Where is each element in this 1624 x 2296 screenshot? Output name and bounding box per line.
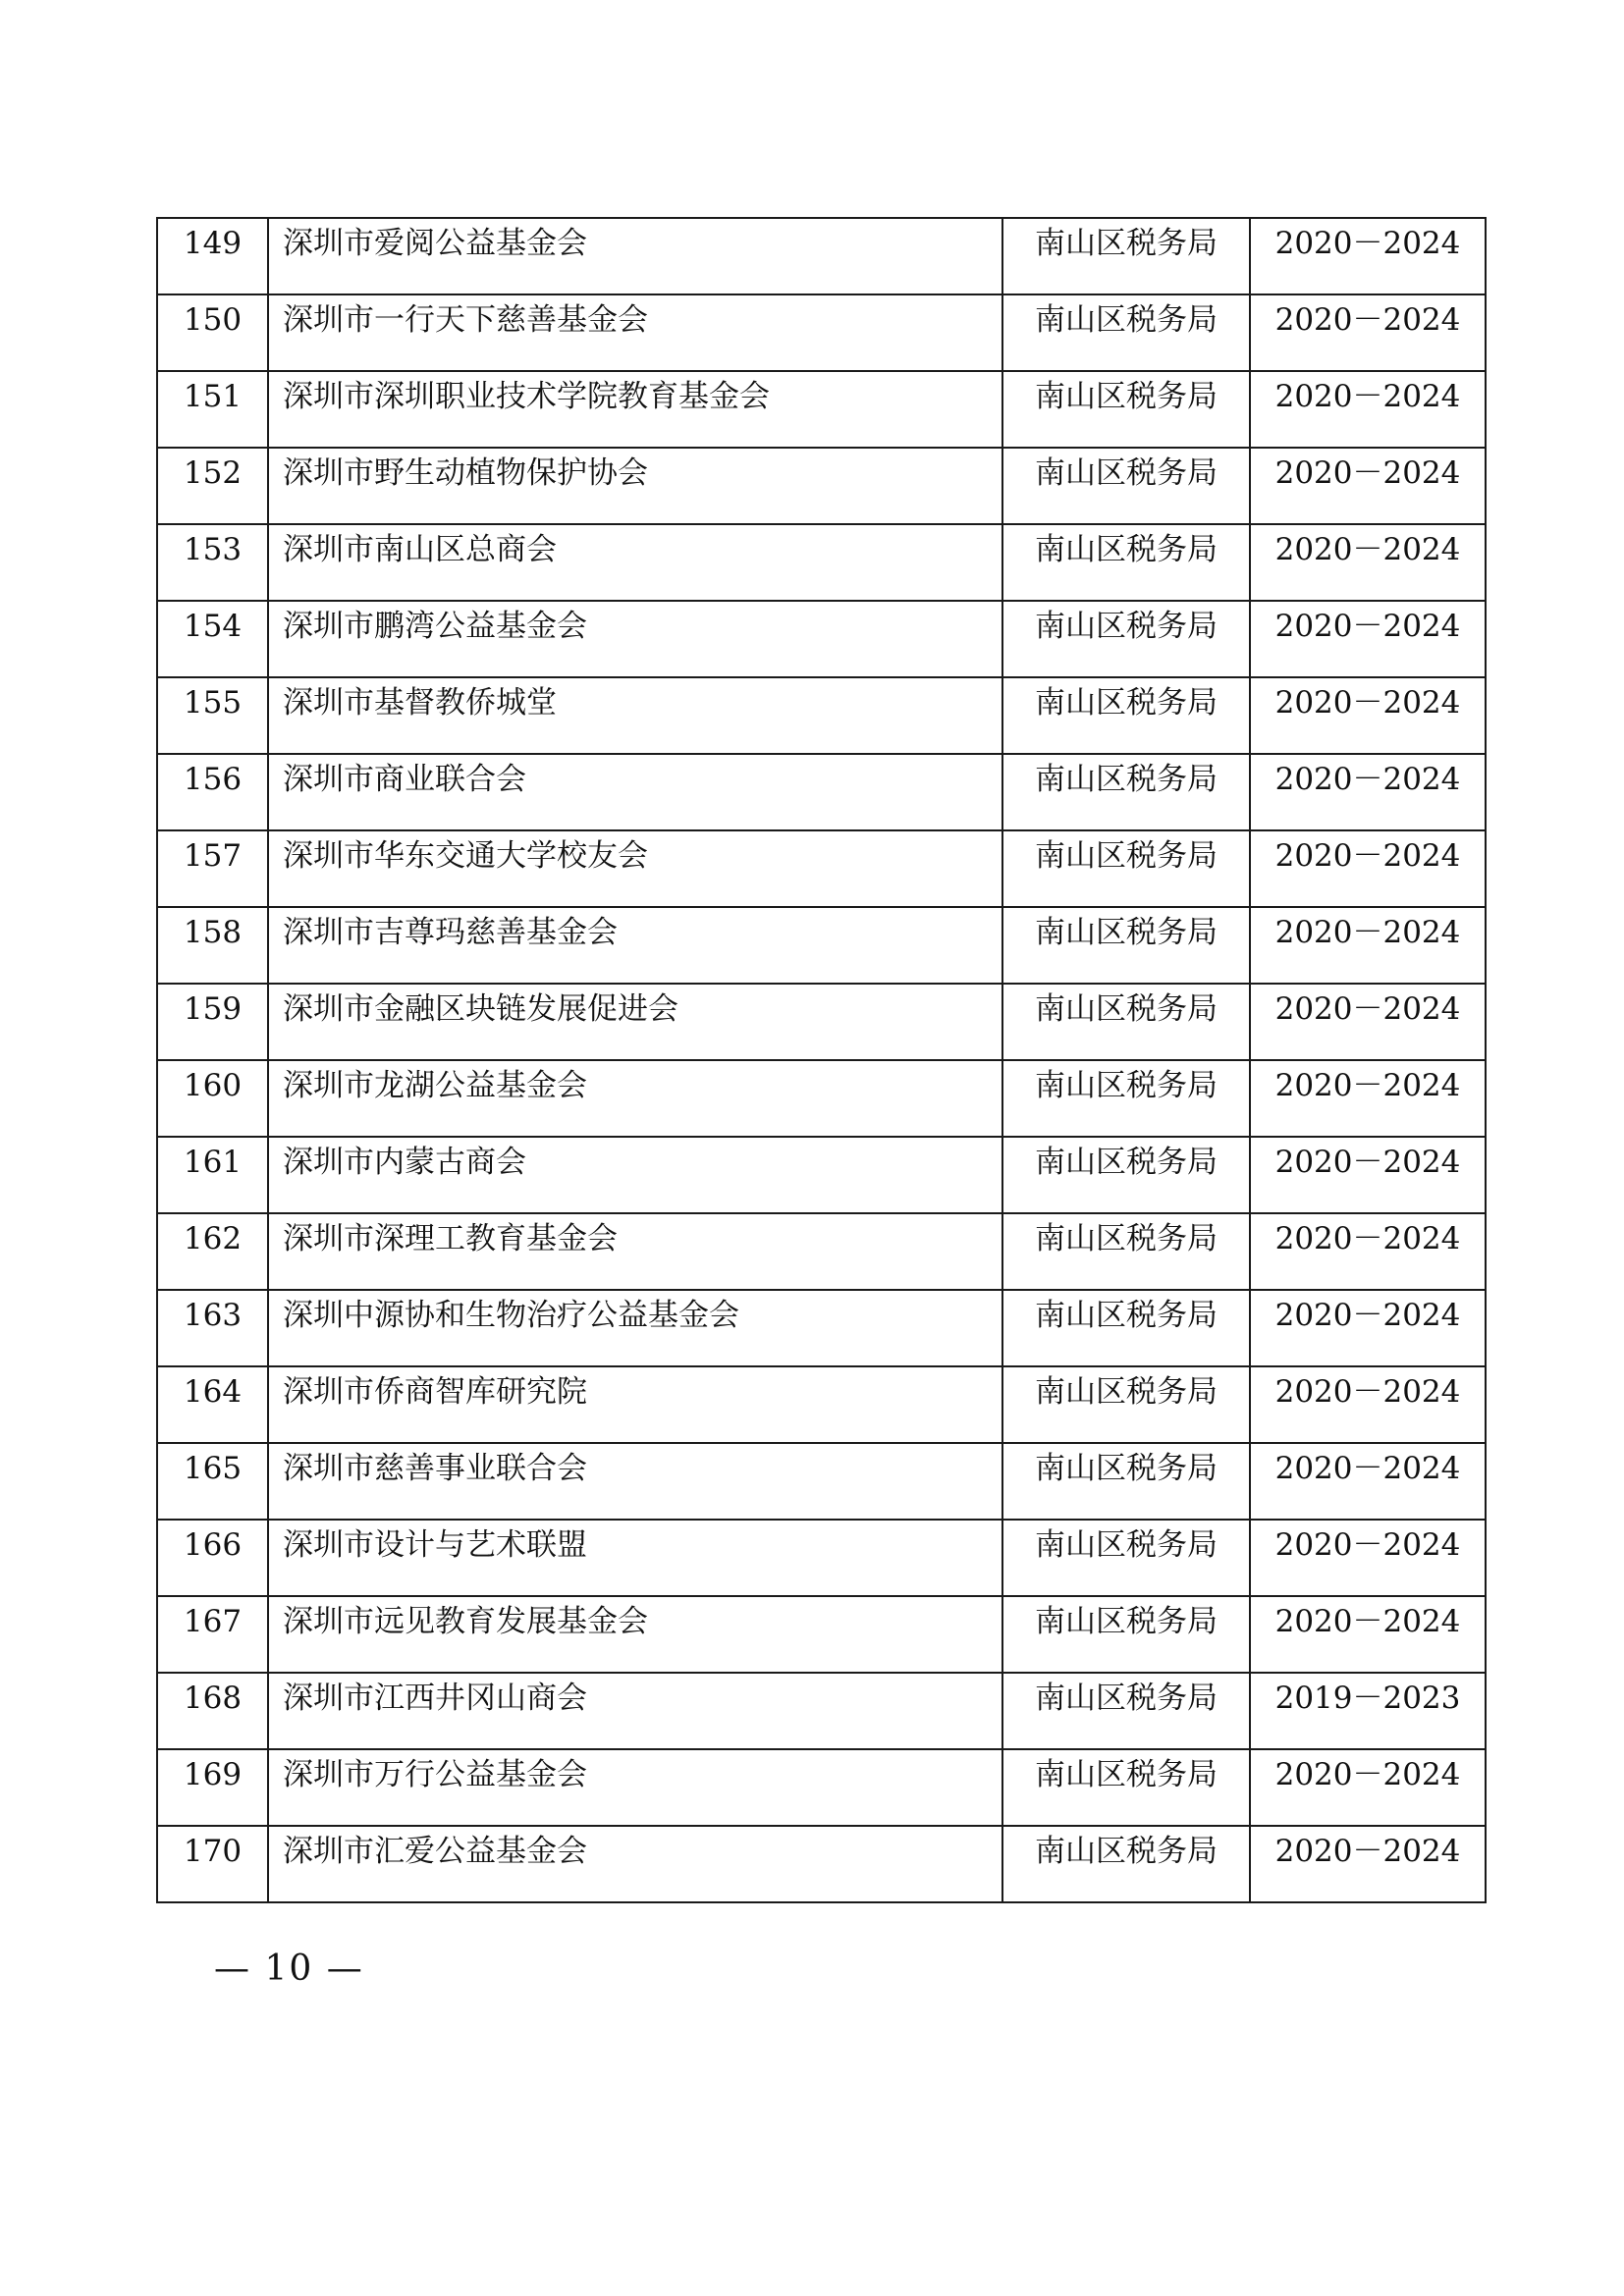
validity-years: 2019－2023 [1274, 1681, 1461, 1716]
tax-authority: 南山区税务局 [1035, 762, 1218, 797]
table-row [157, 1596, 1486, 1673]
row-number: 154 [183, 609, 243, 644]
validity-years-cell [1250, 1673, 1486, 1749]
validity-years-cell [1250, 1749, 1486, 1826]
organization-name-cell [268, 294, 1002, 371]
row-number: 162 [183, 1221, 243, 1256]
validity-years-cell [1250, 677, 1486, 754]
row-number-cell [157, 371, 268, 448]
row-number: 165 [183, 1451, 243, 1486]
row-number: 152 [183, 455, 243, 491]
row-number: 149 [183, 226, 243, 261]
table-row [157, 1060, 1486, 1137]
tax-authority: 南山区税务局 [1035, 609, 1218, 644]
organization-name: 深圳市设计与艺术联盟 [283, 1527, 587, 1563]
tax-authority: 南山区税务局 [1035, 915, 1218, 950]
validity-years-cell [1250, 754, 1486, 830]
tax-authority-cell [1002, 1366, 1250, 1443]
organization-name: 深圳市汇爱公益基金会 [283, 1834, 587, 1869]
organization-name: 深圳市深圳职业技术学院教育基金会 [283, 379, 770, 414]
row-number-cell [157, 218, 268, 294]
organization-name-cell [268, 601, 1002, 677]
row-number: 151 [183, 379, 243, 414]
row-number: 164 [183, 1374, 243, 1410]
validity-years-cell [1250, 524, 1486, 601]
validity-years: 2020－2024 [1274, 1145, 1461, 1180]
validity-years: 2020－2024 [1274, 1068, 1461, 1103]
organization-name-cell [268, 830, 1002, 907]
table-row [157, 1520, 1486, 1596]
validity-years: 2020－2024 [1274, 379, 1461, 414]
organization-name-cell [268, 984, 1002, 1060]
page-number: — 10 — [214, 1949, 364, 1989]
row-number: 168 [183, 1681, 243, 1716]
validity-years-cell [1250, 1137, 1486, 1213]
row-number-cell [157, 1673, 268, 1749]
validity-years: 2020－2024 [1274, 455, 1461, 491]
table-row [157, 1137, 1486, 1213]
organization-name: 深圳市万行公益基金会 [283, 1757, 587, 1792]
row-number: 160 [183, 1068, 243, 1103]
row-number-cell [157, 601, 268, 677]
row-number-cell [157, 907, 268, 984]
tax-authority: 南山区税务局 [1035, 532, 1218, 567]
tax-authority-cell [1002, 1520, 1250, 1596]
tax-authority: 南山区税务局 [1035, 1834, 1218, 1869]
validity-years-cell [1250, 1366, 1486, 1443]
tax-authority-cell [1002, 1290, 1250, 1366]
tax-authority-cell [1002, 677, 1250, 754]
row-number: 169 [183, 1757, 243, 1792]
tax-authority-cell [1002, 1673, 1250, 1749]
table-row [157, 1826, 1486, 1902]
organization-name: 深圳市华东交通大学校友会 [283, 838, 648, 874]
row-number-cell [157, 1366, 268, 1443]
validity-years: 2020－2024 [1274, 532, 1461, 567]
table-row [157, 1290, 1486, 1366]
organization-name-cell [268, 1060, 1002, 1137]
validity-years: 2020－2024 [1274, 609, 1461, 644]
organization-table [156, 217, 1487, 1903]
organization-name: 深圳市鹏湾公益基金会 [283, 609, 587, 644]
validity-years: 2020－2024 [1274, 302, 1461, 338]
validity-years: 2020－2024 [1274, 1221, 1461, 1256]
validity-years-cell [1250, 1290, 1486, 1366]
tax-authority: 南山区税务局 [1035, 1451, 1218, 1486]
organization-name-cell [268, 218, 1002, 294]
row-number-cell [157, 677, 268, 754]
table-row [157, 984, 1486, 1060]
row-number: 161 [183, 1145, 243, 1180]
tax-authority: 南山区税务局 [1035, 838, 1218, 874]
validity-years-cell [1250, 1060, 1486, 1137]
table-row [157, 1213, 1486, 1290]
tax-authority-cell [1002, 984, 1250, 1060]
tax-authority: 南山区税务局 [1035, 226, 1218, 261]
organization-name: 深圳市远见教育发展基金会 [283, 1604, 648, 1639]
tax-authority: 南山区税务局 [1035, 1145, 1218, 1180]
validity-years-cell [1250, 1596, 1486, 1673]
tax-authority-cell [1002, 1137, 1250, 1213]
validity-years: 2020－2024 [1274, 915, 1461, 950]
tax-authority-cell [1002, 754, 1250, 830]
table-row [157, 754, 1486, 830]
organization-name-cell [268, 1443, 1002, 1520]
organization-name-cell [268, 1290, 1002, 1366]
table-row [157, 371, 1486, 448]
organization-name: 深圳市金融区块链发展促进会 [283, 991, 678, 1027]
tax-authority: 南山区税务局 [1035, 1221, 1218, 1256]
tax-authority-cell [1002, 1443, 1250, 1520]
table-row [157, 907, 1486, 984]
row-number-cell [157, 1290, 268, 1366]
organization-name-cell [268, 371, 1002, 448]
row-number: 167 [183, 1604, 243, 1639]
organization-name-cell [268, 1826, 1002, 1902]
row-number: 170 [183, 1834, 243, 1869]
organization-name-cell [268, 907, 1002, 984]
validity-years: 2020－2024 [1274, 1604, 1461, 1639]
tax-authority: 南山区税务局 [1035, 379, 1218, 414]
validity-years-cell [1250, 1826, 1486, 1902]
row-number: 157 [183, 838, 243, 874]
row-number: 150 [183, 302, 243, 338]
table-body [157, 218, 1486, 1902]
organization-name-cell [268, 448, 1002, 524]
organization-name-cell [268, 1749, 1002, 1826]
row-number-cell [157, 1826, 268, 1902]
validity-years-cell [1250, 984, 1486, 1060]
table-row [157, 1443, 1486, 1520]
table-row [157, 294, 1486, 371]
row-number: 153 [183, 532, 243, 567]
tax-authority: 南山区税务局 [1035, 1681, 1218, 1716]
row-number-cell [157, 1443, 268, 1520]
tax-authority-cell [1002, 830, 1250, 907]
tax-authority: 南山区税务局 [1035, 991, 1218, 1027]
validity-years-cell [1250, 1443, 1486, 1520]
tax-authority-cell [1002, 294, 1250, 371]
tax-authority-cell [1002, 907, 1250, 984]
row-number-cell [157, 1060, 268, 1137]
tax-authority: 南山区税务局 [1035, 1298, 1218, 1333]
organization-name: 深圳市南山区总商会 [283, 532, 557, 567]
tax-authority-cell [1002, 1749, 1250, 1826]
tax-authority-cell [1002, 218, 1250, 294]
validity-years: 2020－2024 [1274, 1834, 1461, 1869]
organization-name-cell [268, 524, 1002, 601]
row-number-cell [157, 830, 268, 907]
validity-years: 2020－2024 [1274, 991, 1461, 1027]
tax-authority: 南山区税务局 [1035, 455, 1218, 491]
row-number: 158 [183, 915, 243, 950]
row-number-cell [157, 524, 268, 601]
organization-name: 深圳市江西井冈山商会 [283, 1681, 587, 1716]
validity-years-cell [1250, 448, 1486, 524]
row-number-cell [157, 294, 268, 371]
table-row [157, 524, 1486, 601]
tax-authority: 南山区税务局 [1035, 1068, 1218, 1103]
tax-authority-cell [1002, 1060, 1250, 1137]
organization-name: 深圳中源协和生物治疗公益基金会 [283, 1298, 739, 1333]
validity-years: 2020－2024 [1274, 1374, 1461, 1410]
organization-name: 深圳市慈善事业联合会 [283, 1451, 587, 1486]
validity-years-cell [1250, 907, 1486, 984]
validity-years: 2020－2024 [1274, 1451, 1461, 1486]
organization-name: 深圳市爱阅公益基金会 [283, 226, 587, 261]
organization-name: 深圳市内蒙古商会 [283, 1145, 526, 1180]
tax-authority-cell [1002, 1596, 1250, 1673]
organization-name: 深圳市侨商智库研究院 [283, 1374, 587, 1410]
table-row [157, 1749, 1486, 1826]
validity-years-cell [1250, 1213, 1486, 1290]
tax-authority: 南山区税务局 [1035, 685, 1218, 721]
organization-name-cell [268, 754, 1002, 830]
organization-name: 深圳市龙湖公益基金会 [283, 1068, 587, 1103]
organization-name: 深圳市一行天下慈善基金会 [283, 302, 648, 338]
row-number: 156 [183, 762, 243, 797]
row-number-cell [157, 1137, 268, 1213]
validity-years: 2020－2024 [1274, 1298, 1461, 1333]
validity-years-cell [1250, 371, 1486, 448]
table-row [157, 1366, 1486, 1443]
validity-years: 2020－2024 [1274, 1527, 1461, 1563]
row-number: 159 [183, 991, 243, 1027]
organization-name: 深圳市野生动植物保护协会 [283, 455, 648, 491]
tax-authority-cell [1002, 601, 1250, 677]
validity-years: 2020－2024 [1274, 685, 1461, 721]
tax-authority: 南山区税务局 [1035, 1757, 1218, 1792]
row-number: 166 [183, 1527, 243, 1563]
row-number-cell [157, 1520, 268, 1596]
validity-years: 2020－2024 [1274, 226, 1461, 261]
organization-name: 深圳市吉尊玛慈善基金会 [283, 915, 618, 950]
tax-authority-cell [1002, 524, 1250, 601]
validity-years-cell [1250, 601, 1486, 677]
organization-name: 深圳市基督教侨城堂 [283, 685, 557, 721]
row-number-cell [157, 1596, 268, 1673]
validity-years-cell [1250, 294, 1486, 371]
organization-name-cell [268, 1366, 1002, 1443]
organization-name: 深圳市商业联合会 [283, 762, 526, 797]
organization-name-cell [268, 1596, 1002, 1673]
tax-authority-cell [1002, 448, 1250, 524]
table-row [157, 601, 1486, 677]
tax-authority-cell [1002, 1213, 1250, 1290]
tax-authority-cell [1002, 1826, 1250, 1902]
row-number-cell [157, 1749, 268, 1826]
table-row [157, 1673, 1486, 1749]
validity-years-cell [1250, 1520, 1486, 1596]
table-row [157, 448, 1486, 524]
organization-name-cell [268, 677, 1002, 754]
tax-authority: 南山区税务局 [1035, 1604, 1218, 1639]
row-number-cell [157, 754, 268, 830]
table-row [157, 677, 1486, 754]
organization-name-cell [268, 1213, 1002, 1290]
validity-years: 2020－2024 [1274, 1757, 1461, 1792]
organization-name-cell [268, 1137, 1002, 1213]
tax-authority: 南山区税务局 [1035, 1374, 1218, 1410]
tax-authority-cell [1002, 371, 1250, 448]
row-number-cell [157, 984, 268, 1060]
table-row [157, 830, 1486, 907]
row-number-cell [157, 448, 268, 524]
validity-years-cell [1250, 218, 1486, 294]
table-row [157, 218, 1486, 294]
tax-authority: 南山区税务局 [1035, 302, 1218, 338]
tax-authority: 南山区税务局 [1035, 1527, 1218, 1563]
row-number: 155 [183, 685, 243, 721]
validity-years: 2020－2024 [1274, 762, 1461, 797]
validity-years: 2020－2024 [1274, 838, 1461, 874]
row-number-cell [157, 1213, 268, 1290]
validity-years-cell [1250, 830, 1486, 907]
organization-name: 深圳市深理工教育基金会 [283, 1221, 618, 1256]
row-number: 163 [183, 1298, 243, 1333]
organization-name-cell [268, 1520, 1002, 1596]
organization-name-cell [268, 1673, 1002, 1749]
